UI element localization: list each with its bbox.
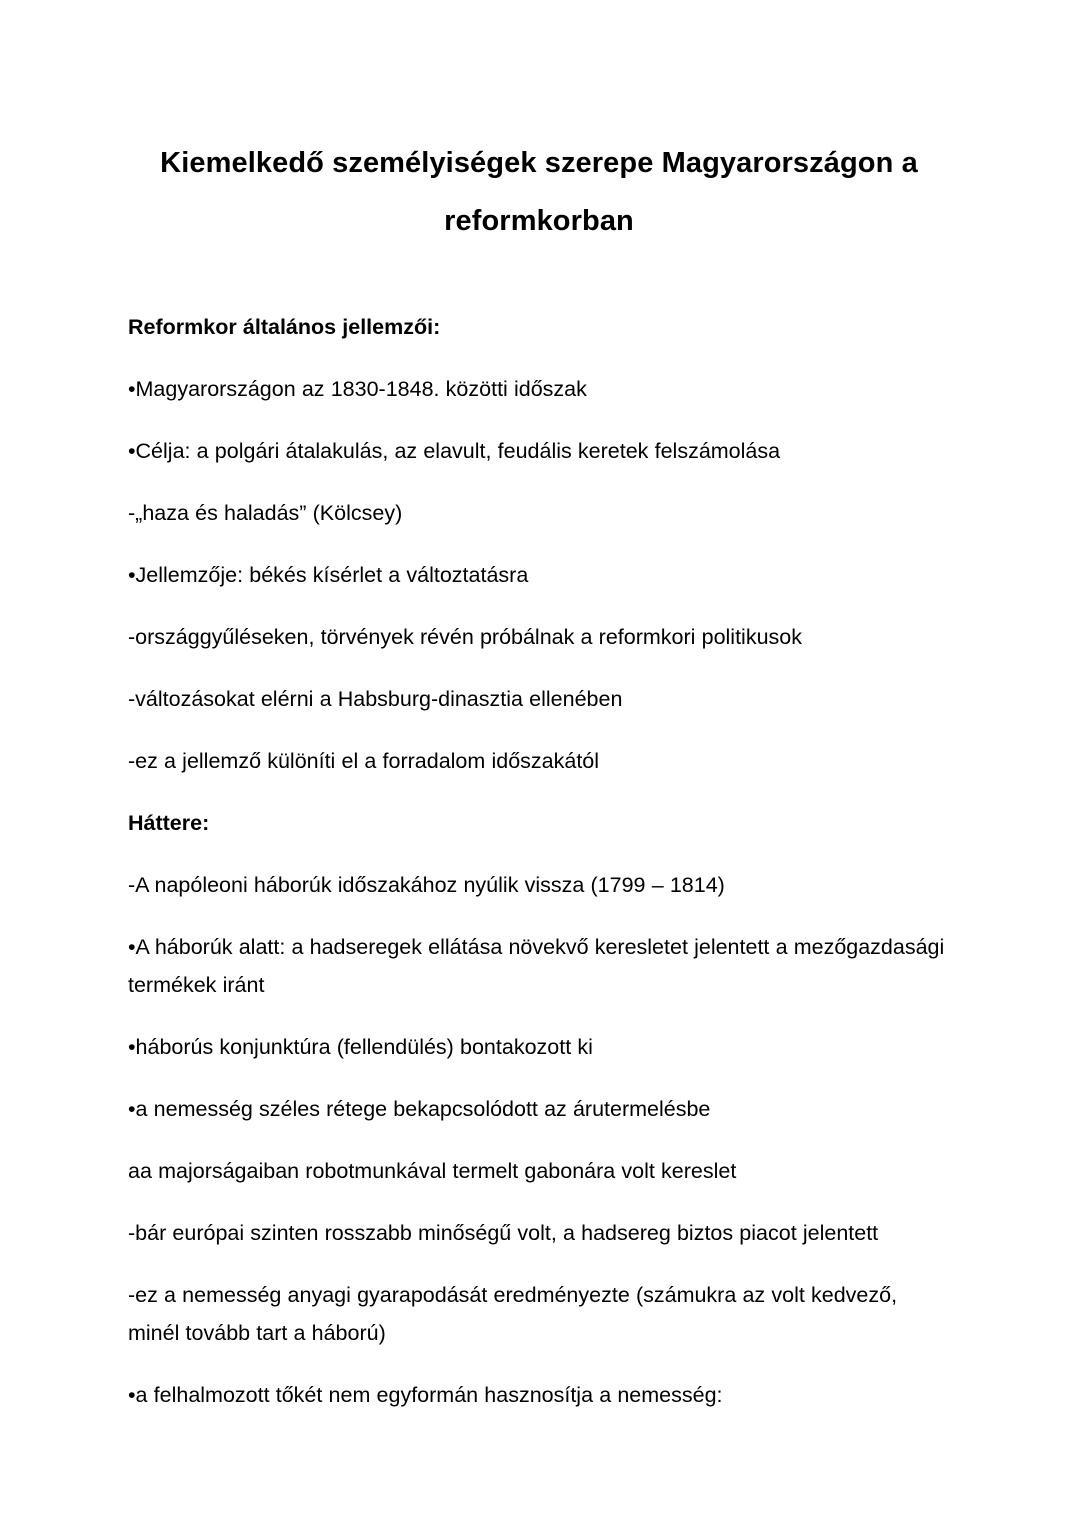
body-paragraph: -országgyűléseken, törvények révén próbálnak a reformkori politikusok bbox=[128, 625, 802, 649]
section-heading: Háttere: bbox=[128, 811, 210, 835]
section-heading: Reformkor általános jellemzői: bbox=[128, 315, 441, 339]
body-paragraph: -„haza és haladás” (Kölcsey) bbox=[128, 501, 403, 525]
document-content bbox=[128, 0, 950, 1414]
body-paragraph: •a nemesség széles rétege bekapcsolódott az árutermelésbe bbox=[128, 1097, 711, 1121]
document-body bbox=[128, 308, 950, 1414]
body-paragraph: -változásokat elérni a Habsburg-dinasztia ellenében bbox=[128, 687, 623, 711]
body-paragraph: •Jellemzője: békés kísérlet a változtatásra bbox=[128, 563, 529, 587]
body-paragraph: -ez a jellemző különíti el a forradalom időszakától bbox=[128, 749, 600, 773]
body-paragraph: •a felhalmozott tőkét nem egyformán hasznosítja a nemesség: bbox=[128, 1383, 723, 1407]
page-title: Kiemelkedő személyiségek szerepe Magyarországon a reformkorban bbox=[160, 147, 918, 237]
body-paragraph: •Magyarországon az 1830-1848. közötti időszak bbox=[128, 377, 587, 401]
body-paragraph: -A napóleoni háborúk időszakához nyúlik vissza (1799 – 1814) bbox=[128, 873, 725, 897]
body-paragraph: -bár európai szinten rosszabb minőségű volt, a hadsereg biztos piacot jelentett bbox=[128, 1221, 879, 1245]
body-paragraph: •háborús konjunktúra (fellendülés) bontakozott ki bbox=[128, 1035, 593, 1059]
body-paragraph: •Célja: a polgári átalakulás, az elavult, feudális keretek felszámolása bbox=[128, 439, 781, 463]
body-paragraph: aa majorságaiban robotmunkával termelt gabonára volt kereslet bbox=[128, 1159, 737, 1183]
body-paragraph: •A háborúk alatt: a hadseregek ellátása növekvő keresletet jelentett a mezőgazdasági termékek iránt bbox=[128, 935, 951, 997]
body-paragraph: -ez a nemesség anyagi gyarapodását eredményezte (számukra az volt kedvező, minél tovább tart a háború) bbox=[128, 1283, 904, 1345]
